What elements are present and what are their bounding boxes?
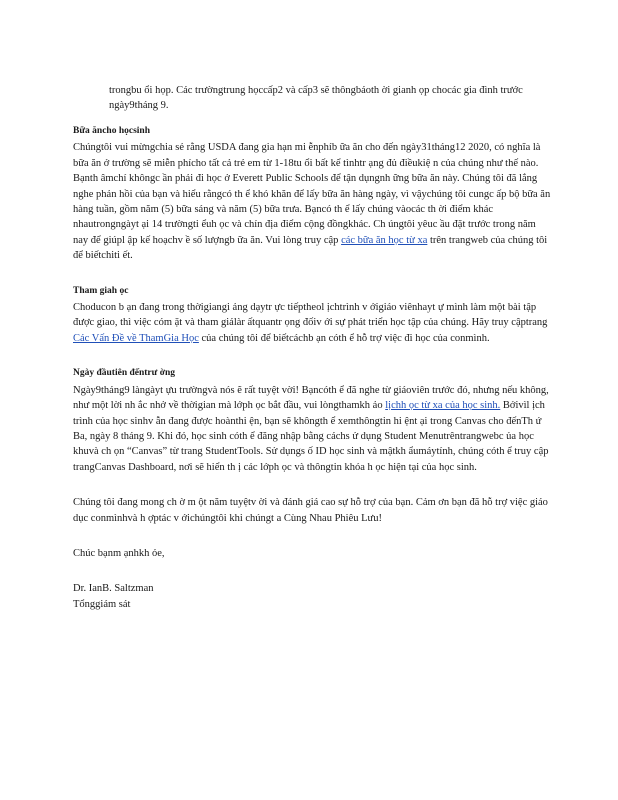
engagement-text: Choducon b ạn đang trong thờigiangi ảng dạytr ực tiếptheol ịchtrình v ớigiáo viênhayt ự mình làm một bài tập được giao, thì việc cóm ặt và tham giálàr ấtquantr ọng đốiv ới sự phát triển học tập của chúng. Hãy truy cậptrang — [73, 302, 548, 329]
attendance-matters-link[interactable]: Các Vấn Đề về ThamGia Học — [73, 332, 199, 344]
signature-title: Tổnggiám sát — [73, 598, 131, 610]
meals-text: Chúngtôi vui mừngchia sẻ rằng USDA đang gia hạn mi ễnphíb ữa ăn cho đến ngày31tháng12 2020, có nghĩa là bữa ăn ở trường sẽ miễn phícho tất cả trẻ em từ 1-18tu ổi bất kể tìnhtr ạng đủ điềukiệ n của chúng như thế nào. Bạnth âmchí khôngc ần phải đi học ở Everett Public Schools để tận dụngnh ững bữa ăn này. Chúng tôi đã lắng nghe phản hồi của bạn và hiểu rằngcó th ể khó khăn để lấy bữa ăn hàng ngày, vì vậychúng tôi cungc ấp bộ bữa ăn hàng tuần, gồm năm (5) bữa sáng và năm (5) bữa trưa. Bạncó th ể lấy chúng vàocác th ời điểm khác nhautrongngàyt ại 14 trườngti ểuh ọc và chín địa điểm cộng đồngkhác. Ch úngtôi yêuc ầu đặt trước trong năm nay để giúpl ập kế hoạchv ề số lượngb ữa ăn. Vui lòng truy cập — [73, 142, 551, 246]
student-schedule-link[interactable]: lịchh ọc từ xa của học sinh. — [385, 400, 501, 412]
meals-text-end: trên trangweb của chúng tôi để biếtchiti ết. — [73, 234, 548, 262]
first-day-paragraph — [73, 383, 553, 475]
first-day-text: Ngày9tháng9 làngàyt ựu trườngvà nós ẽ rất tuyệt vời! Bạncóth ể đã nghe từ giáoviên trước đó, nhưng nếu không, như một lời nh ắc nhở về thờigian mà lớph ọc bắt đầu, vui lòngthamkh ảo — [73, 384, 549, 412]
first-day-text-end: Bởivìl ịch trình của học sinhv ẫn đang được hoànthi ện, bạn sẽ khôngth ể xemthôngtin hi ệnt ại trong Canvas cho đếnTh ứ Ba, ngày 8 tháng 9. Khi đó, học sinh cóth ể đăng nhập bằng cáchs ử dụng Student Menutrêntrangwebc ủa học khuvà ch ọn “Canvas” từ trang StudentTools. Sử dụngs ố ID học sinh và mậtkh ẩumáytính, chúng cóth ể truy cập trangCanvas Dashboard, nơi sẽ hiển th ị các lớph ọc và thôngtin khóa h ọc hiện tại của học sinh. — [73, 400, 549, 473]
regards-line: Chúc bạnm ạnhkh ỏe, — [73, 547, 165, 559]
engagement-paragraph — [73, 300, 553, 346]
signature-name: Dr. IanB. Saltzman — [73, 583, 154, 595]
engagement-text-end: của chúng tôi để biếtcáchb ạn cóth ể hỗ trợ việc đi học của conmình. — [201, 332, 490, 344]
engagement-section — [73, 284, 553, 347]
first-day-section — [73, 366, 553, 475]
engagement-heading: Tham giah ọc — [73, 285, 129, 296]
meals-paragraph — [73, 140, 553, 263]
remote-meals-link[interactable]: các bữa ăn học từ xa — [341, 234, 428, 246]
meals-section — [73, 124, 553, 264]
closing-paragraph: Chúng tôi đang mong ch ờ m ột năm tuyệtv ời và đánh giá cao sự hỗ trợ của bạn. Cảm ơn bạn đã hỗ trợ việc giáo dục conmìnhvà h ợptác v ớichúngtôi khi chúngt a Cùng Nhau Phiêu Lưu! — [73, 497, 548, 524]
meals-heading: Bữa ăncho họcsinh — [73, 126, 150, 136]
intro-paragraph: trongbu ổi họp. Các trườngtrung họccấp2 và cấp3 sẽ thôngbáoth ời gianh ọp chocác gia đình trước ngày9tháng 9. — [109, 84, 523, 111]
letter-body — [73, 124, 553, 612]
first-day-heading: Ngày đầutiên đếntrư ờng — [73, 368, 176, 379]
